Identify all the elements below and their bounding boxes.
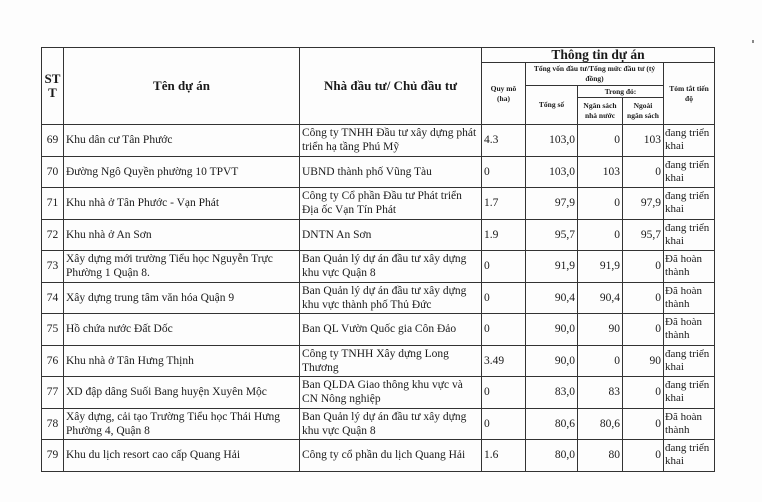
- cell-investor: Công ty TNHH Xây dựng Long Thương: [300, 345, 482, 377]
- cell-status: đang triển khai: [664, 440, 715, 472]
- cell-non-state: 90: [623, 345, 664, 377]
- cell-investor: DNTN An Sơn: [300, 219, 482, 251]
- cell-stt: 75: [42, 314, 64, 346]
- table-row: [42, 314, 715, 346]
- header-total: Tổng số: [526, 86, 578, 125]
- cell-non-state: 97,9: [623, 188, 664, 220]
- header-progress: Tóm tắt tiến độ: [664, 63, 715, 125]
- cell-name: Khu dân cư Tân Phước: [64, 125, 300, 157]
- cell-scale: 3.49: [482, 345, 526, 377]
- cell-state: 90: [578, 314, 623, 346]
- cell-stt: 79: [42, 440, 64, 472]
- cell-investor: Công ty TNHH Đầu tư xây dựng phát triển hạ tầng Phú Mỹ: [300, 125, 482, 157]
- table-row: [42, 408, 715, 440]
- header-investor: Nhà đầu tư/ Chủ đầu tư: [300, 48, 482, 125]
- cell-state: 80,6: [578, 408, 623, 440]
- cell-total: 80,0: [526, 440, 578, 472]
- cell-state: 0: [578, 188, 623, 220]
- cell-investor: Công ty Cổ phần Đầu tư Phát triển Địa ốc Vạn Tín Phát: [300, 188, 482, 220]
- cell-non-state: 0: [623, 440, 664, 472]
- header-of-which: Trong đó:: [578, 86, 664, 98]
- cell-total: 103,0: [526, 125, 578, 157]
- cell-name: Khu nhà ở Tân Phước - Vạn Phát: [64, 188, 300, 220]
- cell-name: XD đập dâng Suối Bang huyện Xuyên Mộc: [64, 377, 300, 409]
- cell-stt: 70: [42, 156, 64, 188]
- cell-name: Xây dựng mới trường Tiểu học Nguyễn Trực Phường 1 Quận 8.: [64, 251, 300, 283]
- cell-status: đang triển khai: [664, 125, 715, 157]
- cell-status: đang triển khai: [664, 219, 715, 251]
- cell-status: Đã hoàn thành: [664, 314, 715, 346]
- cell-scale: 1.6: [482, 440, 526, 472]
- cell-status: Đã hoàn thành: [664, 408, 715, 440]
- cell-investor: Ban QLDA Giao thông khu vực và CN Nông nghiệp: [300, 377, 482, 409]
- table-row: [42, 188, 715, 220]
- cell-status: đang triển khai: [664, 156, 715, 188]
- cell-non-state: 0: [623, 282, 664, 314]
- cell-investor: Công ty cổ phần du lịch Quang Hải: [300, 440, 482, 472]
- table-row: [42, 345, 715, 377]
- cell-stt: 78: [42, 408, 64, 440]
- cell-non-state: 0: [623, 251, 664, 283]
- table-row: [42, 251, 715, 283]
- header-stt: ST T: [42, 48, 64, 125]
- cell-total: 97,9: [526, 188, 578, 220]
- cell-name: Xây dựng, cải tạo Trường Tiểu học Thái Hưng Phường 4, Quận 8: [64, 408, 300, 440]
- cell-total: 95,7: [526, 219, 578, 251]
- cell-investor: Ban Quản lý dự án đầu tư xây dựng khu vực thành phố Thủ Đức: [300, 282, 482, 314]
- cell-state: 80: [578, 440, 623, 472]
- cell-investor: Ban Quản lý dự án đầu tư xây dựng khu vực Quận 8: [300, 251, 482, 283]
- cell-scale: 1.9: [482, 219, 526, 251]
- cell-name: Hồ chứa nước Đất Dốc: [64, 314, 300, 346]
- cell-state: 0: [578, 219, 623, 251]
- cell-stt: 71: [42, 188, 64, 220]
- cell-non-state: 95,7: [623, 219, 664, 251]
- header-total-capital: Tổng vốn đầu tư/Tổng mức đầu tư (tỷ đồng): [526, 63, 664, 86]
- cell-scale: 0: [482, 408, 526, 440]
- cell-name: Khu nhà ở Tân Hưng Thịnh: [64, 345, 300, 377]
- project-table: [41, 47, 715, 472]
- cell-non-state: 0: [623, 156, 664, 188]
- cell-state: 103: [578, 156, 623, 188]
- cell-total: 103,0: [526, 156, 578, 188]
- cell-state: 91,9: [578, 251, 623, 283]
- cell-name: Khu du lịch resort cao cấp Quang Hải: [64, 440, 300, 472]
- cell-stt: 69: [42, 125, 64, 157]
- cell-total: 90,0: [526, 314, 578, 346]
- cell-scale: 1.7: [482, 188, 526, 220]
- table-row: [42, 156, 715, 188]
- cell-status: đang triển khai: [664, 188, 715, 220]
- cell-investor: Ban QL Vườn Quốc gia Côn Đảo: [300, 314, 482, 346]
- cell-name: Xây dựng trung tâm văn hóa Quận 9: [64, 282, 300, 314]
- table-row: [42, 125, 715, 157]
- cell-total: 80,6: [526, 408, 578, 440]
- cell-status: Đã hoàn thành: [664, 282, 715, 314]
- cell-total: 90,4: [526, 282, 578, 314]
- cell-investor: Ban Quản lý dự án đầu tư xây dựng khu vực Quận 8: [300, 408, 482, 440]
- cell-stt: 77: [42, 377, 64, 409]
- header-non-budget: Ngoài ngân sách: [623, 98, 664, 125]
- cell-status: đang triển khai: [664, 345, 715, 377]
- cell-total: 91,9: [526, 251, 578, 283]
- cell-stt: 74: [42, 282, 64, 314]
- cell-non-state: 0: [623, 377, 664, 409]
- cell-non-state: 103: [623, 125, 664, 157]
- cell-state: 90,4: [578, 282, 623, 314]
- table-row: [42, 282, 715, 314]
- cell-non-state: 0: [623, 314, 664, 346]
- cell-stt: 72: [42, 219, 64, 251]
- cell-total: 83,0: [526, 377, 578, 409]
- header-state-budget: Ngân sách nhà nước: [578, 98, 623, 125]
- cell-scale: 0: [482, 251, 526, 283]
- cell-name: Khu nhà ở An Sơn: [64, 219, 300, 251]
- cell-scale: 0: [482, 282, 526, 314]
- cell-status: Đã hoàn thành: [664, 251, 715, 283]
- header-name: Tên dự án: [64, 48, 300, 125]
- cell-status: đang triển khai: [664, 377, 715, 409]
- cell-investor: UBND thành phố Vũng Tàu: [300, 156, 482, 188]
- table-row: [42, 440, 715, 472]
- cell-scale: 4.3: [482, 125, 526, 157]
- cell-name: Đường Ngô Quyền phường 10 TPVT: [64, 156, 300, 188]
- cell-scale: 0: [482, 377, 526, 409]
- cell-scale: 0: [482, 314, 526, 346]
- cell-state: 83: [578, 377, 623, 409]
- cell-stt: 76: [42, 345, 64, 377]
- scan-mark: [752, 40, 754, 43]
- cell-non-state: 0: [623, 408, 664, 440]
- cell-scale: 0: [482, 156, 526, 188]
- header-project-info: Thông tin dự án: [482, 48, 715, 63]
- cell-stt: 73: [42, 251, 64, 283]
- cell-total: 90,0: [526, 345, 578, 377]
- header-scale: Quy mô (ha): [482, 63, 526, 125]
- table-row: [42, 219, 715, 251]
- table-row: [42, 377, 715, 409]
- cell-state: 0: [578, 345, 623, 377]
- cell-state: 0: [578, 125, 623, 157]
